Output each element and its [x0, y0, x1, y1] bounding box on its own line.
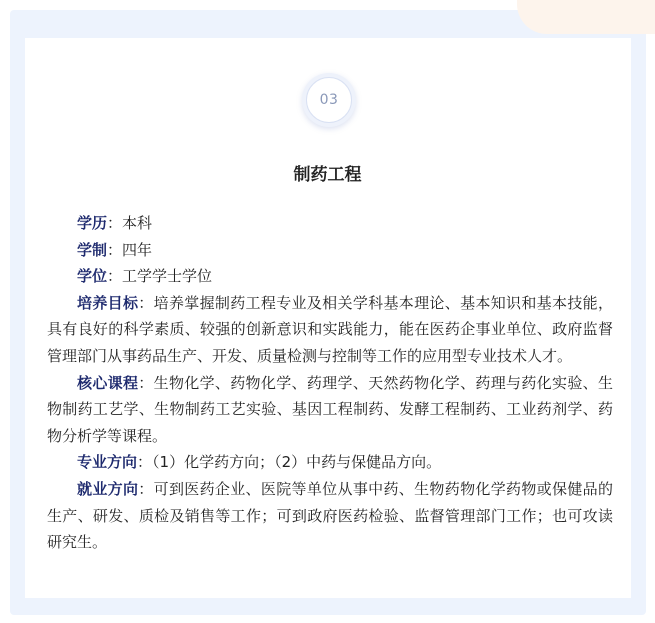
info-core-courses	[47, 370, 613, 450]
info-label: 就业方向	[77, 479, 139, 498]
info-value: 可到医药企业、医院等单位从事中药、生物药物化学药物或保健品的生产、研发、质检及销售等工作；可到政府医药检验、监督管理部门工作；也可攻读研究生。	[47, 479, 613, 552]
section-number: 03	[306, 77, 352, 123]
info-value: （1）化学药方向；（2）中药与保健品方向。	[152, 453, 442, 472]
info-label: 学历	[77, 214, 108, 232]
info-value: 工学学士学位	[122, 267, 213, 286]
major-info	[47, 210, 613, 556]
section-number-badge	[302, 73, 356, 127]
info-value: 培养掌握制药工程专业及相关学科基本理论、基本知识和基本技能，具有良好的科学素质、较强的创新意识和实践能力，能在医药企事业单位、政府监督管理部门从事药品生产、开发、质量检测与控制等工作的应用型专业技术人才。	[47, 293, 613, 365]
info-label: 培养目标	[77, 293, 139, 312]
info-value: 四年	[122, 240, 153, 259]
info-separator: ：	[138, 293, 154, 312]
info-separator: ：	[107, 240, 123, 259]
info-education	[47, 210, 613, 237]
info-duration	[47, 237, 613, 264]
info-separator: ：	[137, 453, 153, 472]
info-separator: ：	[107, 214, 123, 232]
info-label: 学制	[77, 240, 108, 259]
info-label: 核心课程	[77, 373, 139, 392]
page-title: 制药工程	[293, 165, 362, 185]
info-label: 学位	[77, 267, 108, 286]
info-career	[47, 476, 613, 556]
corner-decoration	[517, 0, 655, 34]
info-separator: ：	[107, 267, 123, 286]
info-training-goal	[47, 290, 613, 370]
info-value: 本科	[122, 214, 153, 232]
info-separator: ：	[138, 479, 154, 498]
info-degree	[47, 263, 613, 290]
info-label: 专业方向	[77, 453, 138, 472]
info-value: 生物化学、药物化学、药理学、天然药物化学、药理与药化实验、生物制药工艺学、生物制药工艺实验、基因工程制药、发酵工程制药、工业药剂学、药物分析学等课程。	[47, 373, 613, 445]
info-specialization	[47, 449, 613, 476]
info-separator: ：	[138, 373, 154, 392]
